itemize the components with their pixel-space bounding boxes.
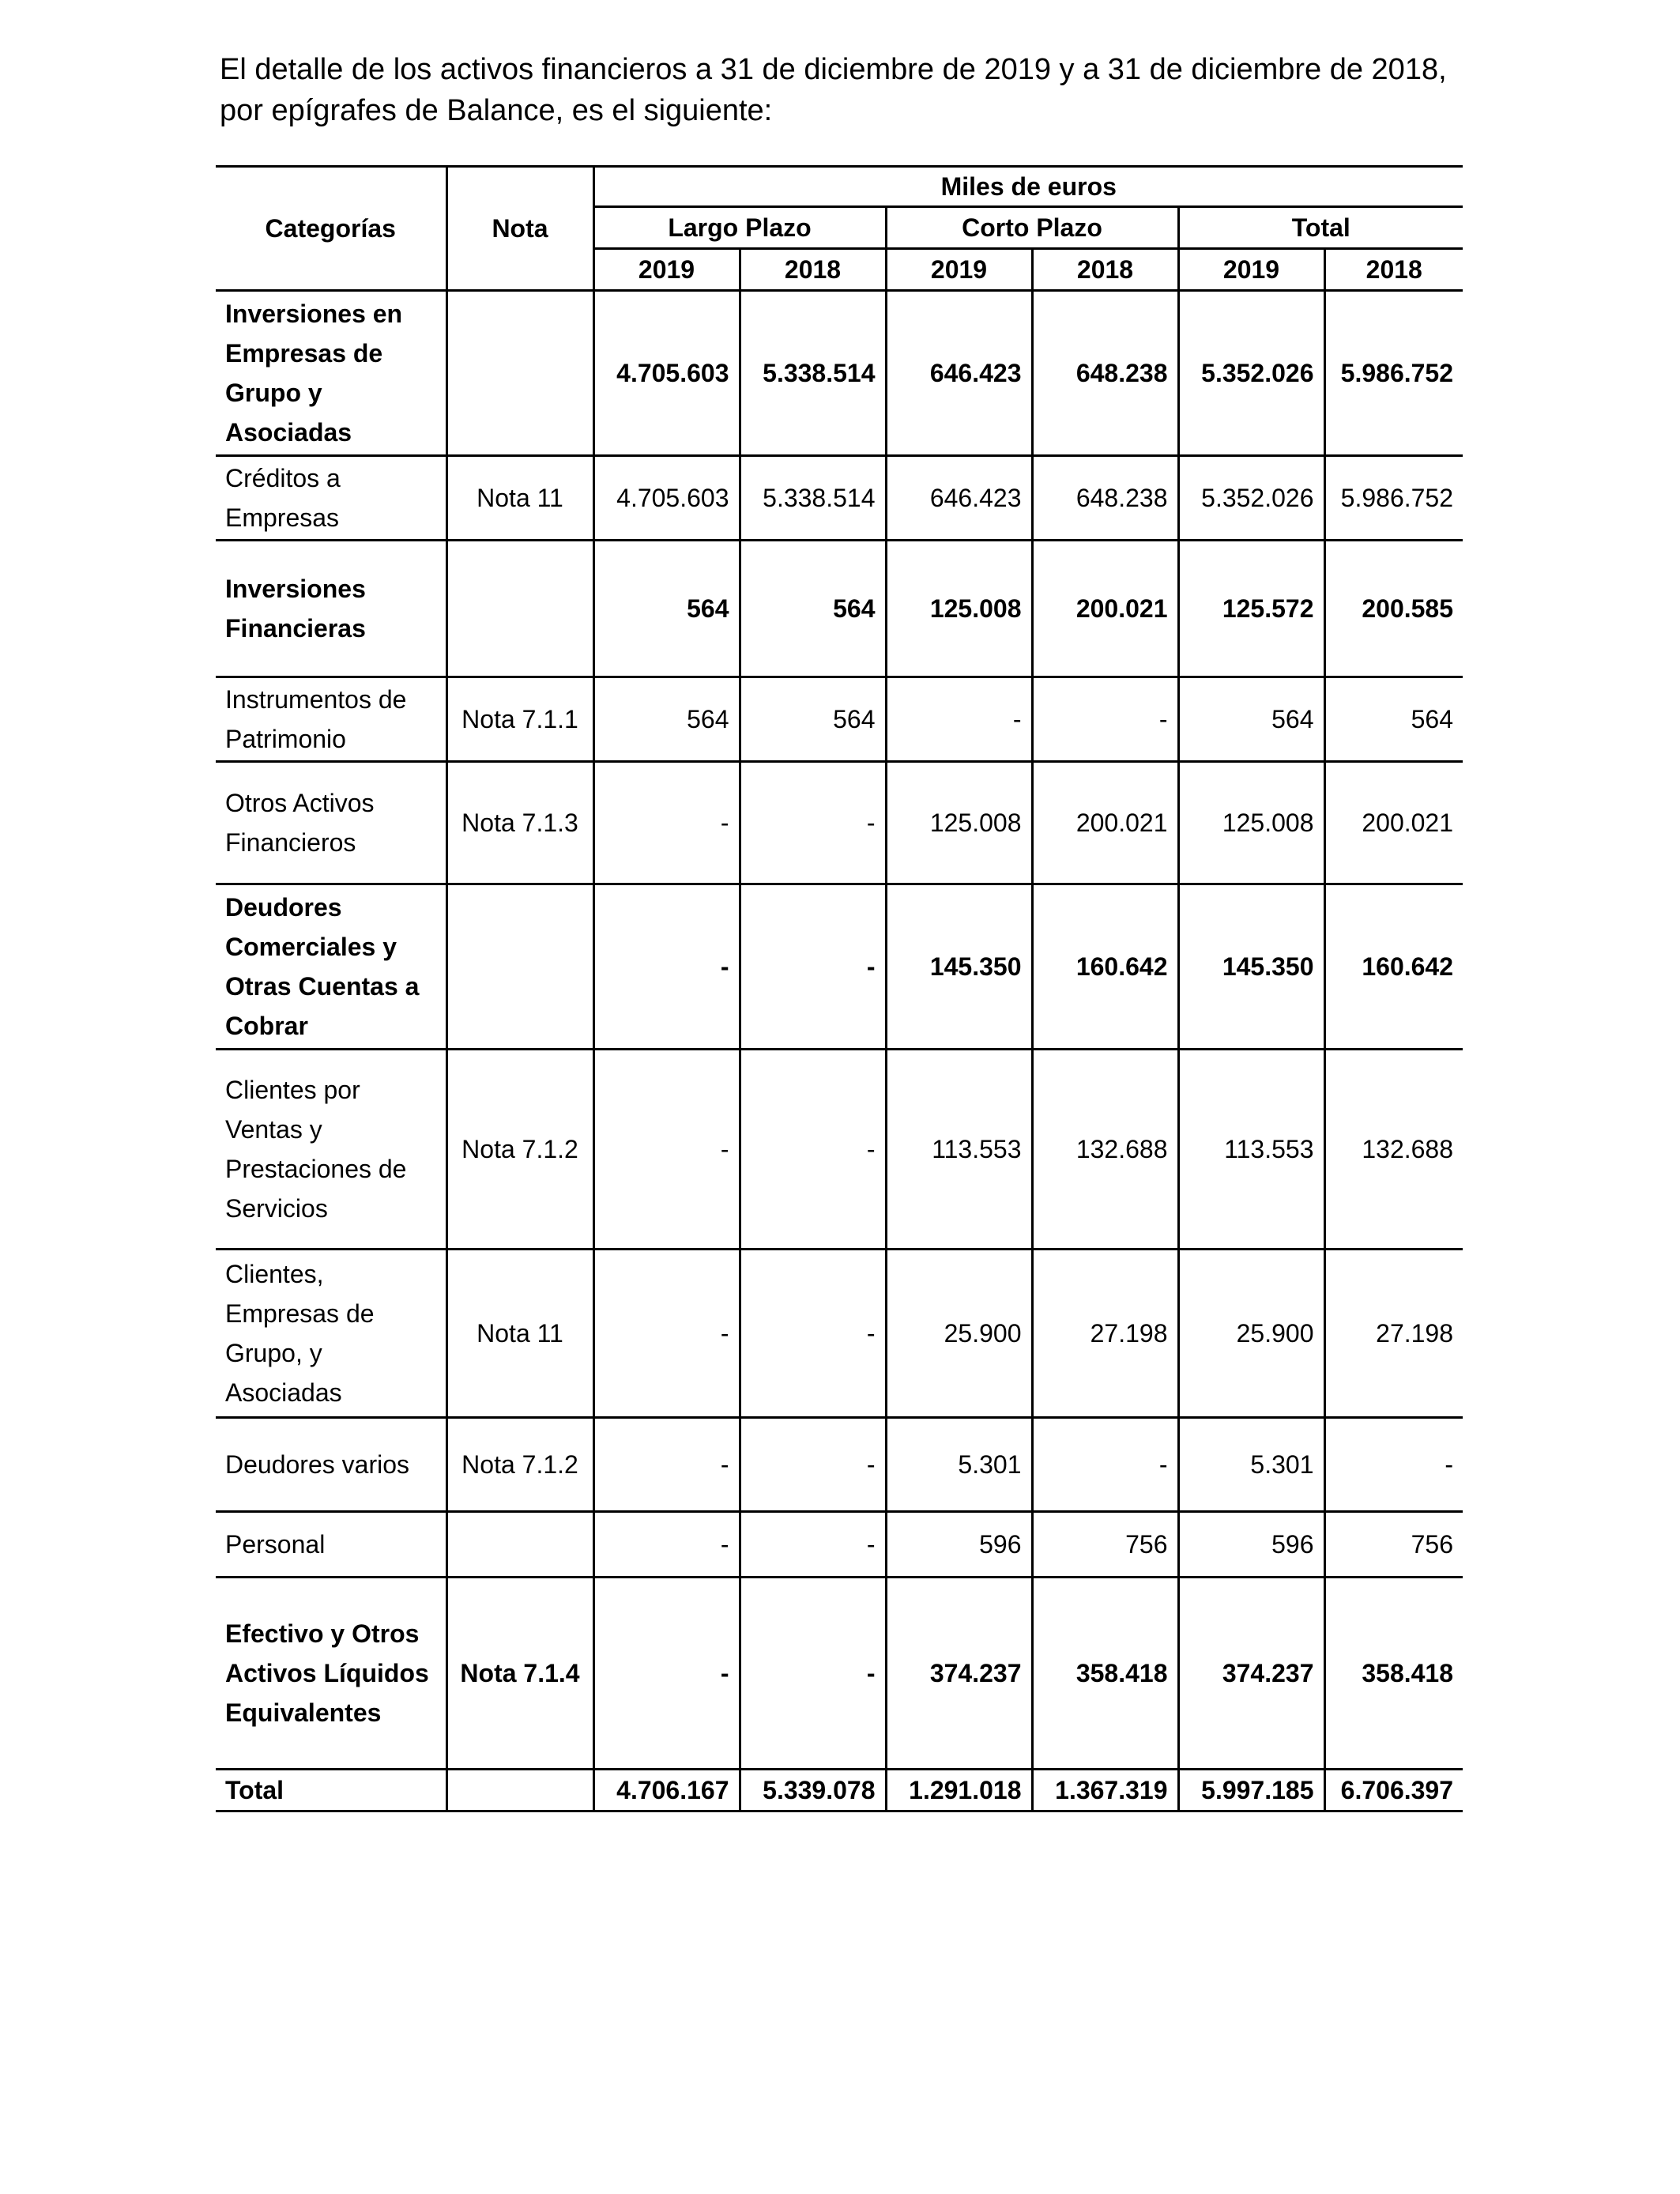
- header-year: 2018: [740, 249, 886, 291]
- row-value: 5.352.026: [1178, 291, 1324, 456]
- row-value: 564: [740, 677, 886, 762]
- row-value: 200.021: [1032, 762, 1178, 884]
- row-nota: [446, 291, 593, 456]
- row-value: 27.198: [1324, 1250, 1463, 1418]
- row-value: -: [886, 677, 1032, 762]
- row-value: 4.705.603: [593, 291, 740, 456]
- row-value: -: [740, 1512, 886, 1578]
- row-value: 648.238: [1032, 456, 1178, 541]
- row-category: Deudores Comerciales y Otras Cuentas a Cobrar: [216, 884, 446, 1050]
- row-value: -: [1324, 1418, 1463, 1512]
- row-value: 6.706.397: [1324, 1770, 1463, 1811]
- row-category: Otros Activos Financieros: [216, 762, 446, 884]
- row-value: 5.338.514: [740, 456, 886, 541]
- header-nota: Nota: [446, 167, 593, 291]
- row-category: Efectivo y Otros Activos Líquidos Equivalentes: [216, 1578, 446, 1770]
- row-value: 145.350: [886, 884, 1032, 1050]
- row-value: 160.642: [1032, 884, 1178, 1050]
- row-nota: Nota 7.1.2: [446, 1418, 593, 1512]
- row-value: 4.706.167: [593, 1770, 740, 1811]
- row-value: -: [593, 762, 740, 884]
- row-value: 132.688: [1032, 1050, 1178, 1250]
- row-value: 160.642: [1324, 884, 1463, 1050]
- row-value: 200.021: [1324, 762, 1463, 884]
- row-category: Clientes por Ventas y Prestaciones de Servicios: [216, 1050, 446, 1250]
- row-nota: Nota 7.1.2: [446, 1050, 593, 1250]
- row-value: 646.423: [886, 456, 1032, 541]
- row-value: -: [740, 1578, 886, 1770]
- row-value: 374.237: [886, 1578, 1032, 1770]
- row-value: 25.900: [1178, 1250, 1324, 1418]
- header-largo-plazo: Largo Plazo: [593, 207, 886, 249]
- row-value: 25.900: [886, 1250, 1032, 1418]
- header-corto-plazo: Corto Plazo: [886, 207, 1178, 249]
- table-row: [216, 1250, 1463, 1418]
- row-value: 374.237: [1178, 1578, 1324, 1770]
- row-value: -: [593, 884, 740, 1050]
- row-value: 564: [593, 541, 740, 677]
- row-value: 5.301: [1178, 1418, 1324, 1512]
- row-value: 113.553: [1178, 1050, 1324, 1250]
- row-value: 125.572: [1178, 541, 1324, 677]
- row-value: 756: [1324, 1512, 1463, 1578]
- row-value: -: [1032, 1418, 1178, 1512]
- row-category: Deudores varios: [216, 1418, 446, 1512]
- total-row: [216, 1770, 1463, 1811]
- row-value: 564: [740, 541, 886, 677]
- row-value: 200.021: [1032, 541, 1178, 677]
- row-value: 125.008: [886, 541, 1032, 677]
- row-value: 5.339.078: [740, 1770, 886, 1811]
- row-nota: Nota 11: [446, 1250, 593, 1418]
- header-miles-de-euros: Miles de euros: [593, 167, 1463, 207]
- header-year: 2019: [593, 249, 740, 291]
- row-value: 646.423: [886, 291, 1032, 456]
- intro-paragraph: [220, 49, 1484, 131]
- row-value: 27.198: [1032, 1250, 1178, 1418]
- row-value: 200.585: [1324, 541, 1463, 677]
- row-value: 113.553: [886, 1050, 1032, 1250]
- row-nota: Nota 7.1.3: [446, 762, 593, 884]
- row-value: -: [1032, 677, 1178, 762]
- row-category: Instrumentos de Patrimonio: [216, 677, 446, 762]
- row-value: 5.352.026: [1178, 456, 1324, 541]
- row-value: 358.418: [1032, 1578, 1178, 1770]
- row-value: -: [593, 1250, 740, 1418]
- row-value: -: [740, 884, 886, 1050]
- header-year: 2018: [1324, 249, 1463, 291]
- row-value: 125.008: [886, 762, 1032, 884]
- row-nota: [446, 1512, 593, 1578]
- row-value: -: [593, 1050, 740, 1250]
- row-value: 1.291.018: [886, 1770, 1032, 1811]
- row-value: 596: [1178, 1512, 1324, 1578]
- table-row: [216, 1050, 1463, 1250]
- header-categorias: Categorías: [216, 167, 446, 291]
- financial-assets-table: [216, 165, 1463, 1812]
- row-category: Total: [216, 1770, 446, 1811]
- row-category: Inversiones en Empresas de Grupo y Asociadas: [216, 291, 446, 456]
- row-value: 756: [1032, 1512, 1178, 1578]
- row-value: 5.301: [886, 1418, 1032, 1512]
- header-year: 2018: [1032, 249, 1178, 291]
- row-value: 1.367.319: [1032, 1770, 1178, 1811]
- table-row: [216, 1578, 1463, 1770]
- row-value: 125.008: [1178, 762, 1324, 884]
- row-category: Créditos a Empresas: [216, 456, 446, 541]
- table-row: [216, 762, 1463, 884]
- row-value: -: [740, 1250, 886, 1418]
- row-category: Clientes, Empresas de Grupo, y Asociadas: [216, 1250, 446, 1418]
- row-value: 5.338.514: [740, 291, 886, 456]
- row-value: -: [740, 762, 886, 884]
- row-nota: [446, 884, 593, 1050]
- row-nota: Nota 7.1.1: [446, 677, 593, 762]
- header-year: 2019: [886, 249, 1032, 291]
- row-value: 564: [1178, 677, 1324, 762]
- row-value: 564: [1324, 677, 1463, 762]
- table-row: [216, 884, 1463, 1050]
- row-value: 145.350: [1178, 884, 1324, 1050]
- row-value: -: [740, 1418, 886, 1512]
- row-nota: [446, 541, 593, 677]
- row-value: -: [593, 1578, 740, 1770]
- row-value: -: [593, 1512, 740, 1578]
- table-body: [216, 291, 1463, 1811]
- row-value: 5.997.185: [1178, 1770, 1324, 1811]
- header-total: Total: [1178, 207, 1463, 249]
- row-nota: [446, 1770, 593, 1811]
- row-category: Personal: [216, 1512, 446, 1578]
- row-value: 564: [593, 677, 740, 762]
- row-value: 5.986.752: [1324, 291, 1463, 456]
- row-nota: Nota 7.1.4: [446, 1578, 593, 1770]
- intro-line-1: El detalle de los activos financieros a 31 de diciembre de 2019 y a 31 de diciembre de 2018,: [220, 53, 1447, 86]
- row-value: -: [593, 1418, 740, 1512]
- row-value: 4.705.603: [593, 456, 740, 541]
- intro-line-2: por epígrafes de Balance, es el siguiente:: [220, 94, 773, 127]
- row-value: 596: [886, 1512, 1032, 1578]
- row-value: 648.238: [1032, 291, 1178, 456]
- row-value: -: [740, 1050, 886, 1250]
- table-row: [216, 1512, 1463, 1578]
- table-row: [216, 677, 1463, 762]
- header-year: 2019: [1178, 249, 1324, 291]
- table-row: [216, 456, 1463, 541]
- table-row: [216, 541, 1463, 677]
- row-value: 5.986.752: [1324, 456, 1463, 541]
- table-row: [216, 1418, 1463, 1512]
- row-value: 358.418: [1324, 1578, 1463, 1770]
- row-value: 132.688: [1324, 1050, 1463, 1250]
- table-row: [216, 291, 1463, 456]
- row-category: Inversiones Financieras: [216, 541, 446, 677]
- row-nota: Nota 11: [446, 456, 593, 541]
